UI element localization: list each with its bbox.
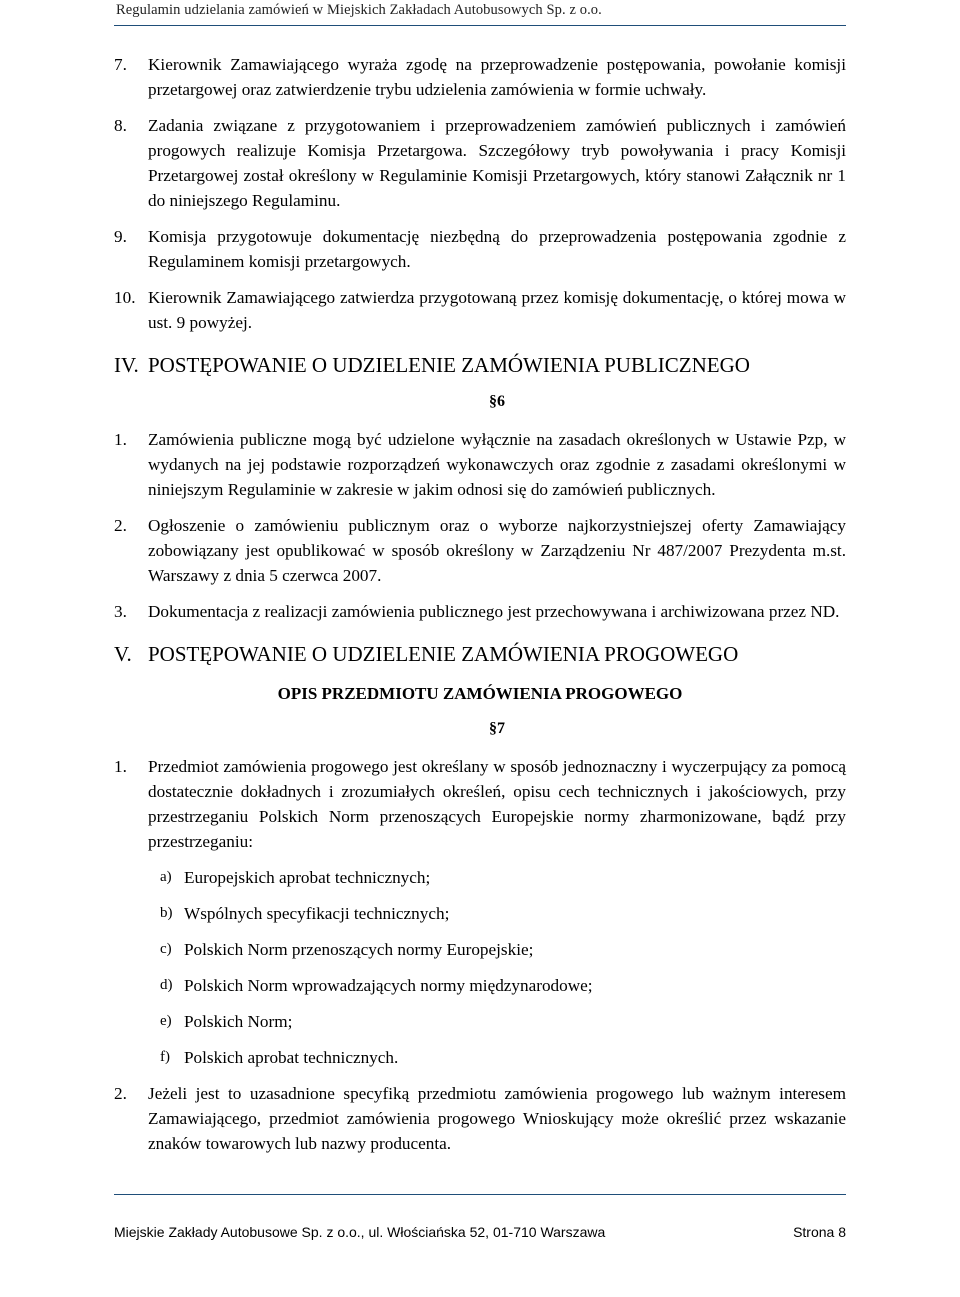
section-heading-iv [114, 351, 846, 379]
subheading: OPIS PRZEDMIOTU ZAMÓWIENIA PROGOWEGO [277, 684, 683, 703]
section-number: IV. [114, 353, 139, 377]
list-item [114, 513, 846, 588]
sub-item-letter: f) [160, 1049, 170, 1065]
sub-item-letter: c) [160, 941, 172, 957]
item-text: Ogłoszenie o zamówieniu publicznym oraz o wyborze najkorzystniejszej oferty Zamawiający zobowiązany jest opublikować w sposób określony w Zarządzeniu Nr 487/2007 Prezydenta m.st. Warszawy z dnia 5 czerwca 2007. [148, 516, 846, 585]
list-item [114, 224, 846, 274]
item-text: Dokumentacja z realizacji zamówienia publicznego jest przechowywana i archiwizowana przez ND. [148, 602, 840, 621]
footer-address: Miejskie Zakłady Autobusowe Sp. z o.o., ul. Włościańska 52, 01-710 Warszawa [114, 1224, 606, 1240]
sub-item-text: Polskich aprobat technicznych. [184, 1048, 399, 1067]
item-text: Zamówienia publiczne mogą być udzielone wyłącznie na zasadach określonych w Ustawie Pzp, w wydanych na jej podstawie rozporządzeń wykonawczych oraz zgodnie z zasadami określonymi w niniejszym Regulaminie w zakresie w jakim odnosi się do zamówień publicznych. [148, 430, 846, 499]
item-number: 7. [114, 55, 127, 74]
item-text: Zadania związane z przygotowaniem i przeprowadzeniem zamówień publicznych i zamówień progowych realizuje Komisja Przetargowa. Szczegółowy tryb powoływania i pracy Komisji Przetargowej został określony w Regulaminie Komisji Przetargowych, który stanowi Załącznik nr 1 do niniejszego Regulaminu. [148, 116, 846, 210]
sub-item-text: Wspólnych specyfikacji technicznych; [184, 904, 450, 923]
item-text: Jeżeli jest to uzasadnione specyfiką przedmiotu zamówienia progowego lub ważnym interesem Zamawiającego, przedmiot zamówienia progowego Wnioskujący może określić przez wskazanie znaków towarowych lub nazwy producenta. [148, 1084, 846, 1153]
list-item [114, 754, 846, 854]
item-number: 1. [114, 430, 127, 449]
item-number: 2. [114, 1084, 127, 1103]
header-divider [114, 25, 846, 26]
footer-divider [114, 1194, 846, 1195]
section-heading-v [114, 640, 846, 668]
list-item [114, 113, 846, 213]
sub-item-letter: a) [160, 869, 172, 885]
item-number: 10. [114, 288, 136, 307]
sub-item [160, 1045, 846, 1070]
paragraph-sign: §6 [489, 393, 505, 410]
list-item [114, 285, 846, 335]
sub-item [160, 1009, 846, 1034]
section-title: POSTĘPOWANIE O UDZIELENIE ZAMÓWIENIA PUBLICZNEGO [148, 353, 750, 377]
item-text: Przedmiot zamówienia progowego jest określany w sposób jednoznaczny i wyczerpujący za pomocą dostatecznie dokładnych i zrozumiałych określeń, opisu cech technicznych i jakościowych, przy przestrzeganiu Polskich Norm przenoszących Europejskie normy zharmonizowane, bądź przy przestrzeganiu: [148, 757, 846, 851]
sub-item-text: Polskich Norm przenoszących normy Europejskie; [184, 940, 534, 959]
sub-item-letter: e) [160, 1013, 172, 1029]
section-number: V. [114, 642, 132, 666]
sub-item [160, 865, 846, 890]
item-number: 9. [114, 227, 127, 246]
list-item [114, 1081, 846, 1156]
item-text: Komisja przygotowuje dokumentację niezbędną do przeprowadzenia postępowania zgodnie z Regulaminem komisji przetargowych. [148, 227, 846, 271]
sub-item [160, 901, 846, 926]
item-number: 8. [114, 116, 127, 135]
list-item [114, 427, 846, 502]
list-item [114, 599, 846, 624]
item-text: Kierownik Zamawiającego zatwierdza przygotowaną przez komisję dokumentację, o której mowa w ust. 9 powyżej. [148, 288, 846, 332]
item-number: 2. [114, 516, 127, 535]
sub-item [160, 973, 846, 998]
sub-item-letter: b) [160, 905, 173, 921]
sub-item-text: Polskich Norm; [184, 1012, 293, 1031]
page-number: Strona 8 [793, 1224, 846, 1240]
item-text: Kierownik Zamawiającego wyraża zgodę na przeprowadzenie postępowania, powołanie komisji przetargowej oraz zatwierdzenie trybu udzielenia zamówienia w formie uchwały. [148, 55, 846, 99]
paragraph-sign: §7 [489, 720, 505, 737]
running-header: Regulamin udzielania zamówień w Miejskich Zakładach Autobusowych Sp. z o.o. [116, 2, 602, 18]
item-number: 3. [114, 602, 127, 621]
sub-item-text: Polskich Norm wprowadzających normy międzynarodowe; [184, 976, 593, 995]
sub-item [160, 937, 846, 962]
item-number: 1. [114, 757, 127, 776]
sub-item-letter: d) [160, 977, 173, 993]
page-footer [114, 1224, 846, 1240]
sub-item-text: Europejskich aprobat technicznych; [184, 868, 431, 887]
list-item [114, 52, 846, 102]
document-body [114, 52, 846, 1167]
section-title: POSTĘPOWANIE O UDZIELENIE ZAMÓWIENIA PROGOWEGO [148, 642, 739, 666]
